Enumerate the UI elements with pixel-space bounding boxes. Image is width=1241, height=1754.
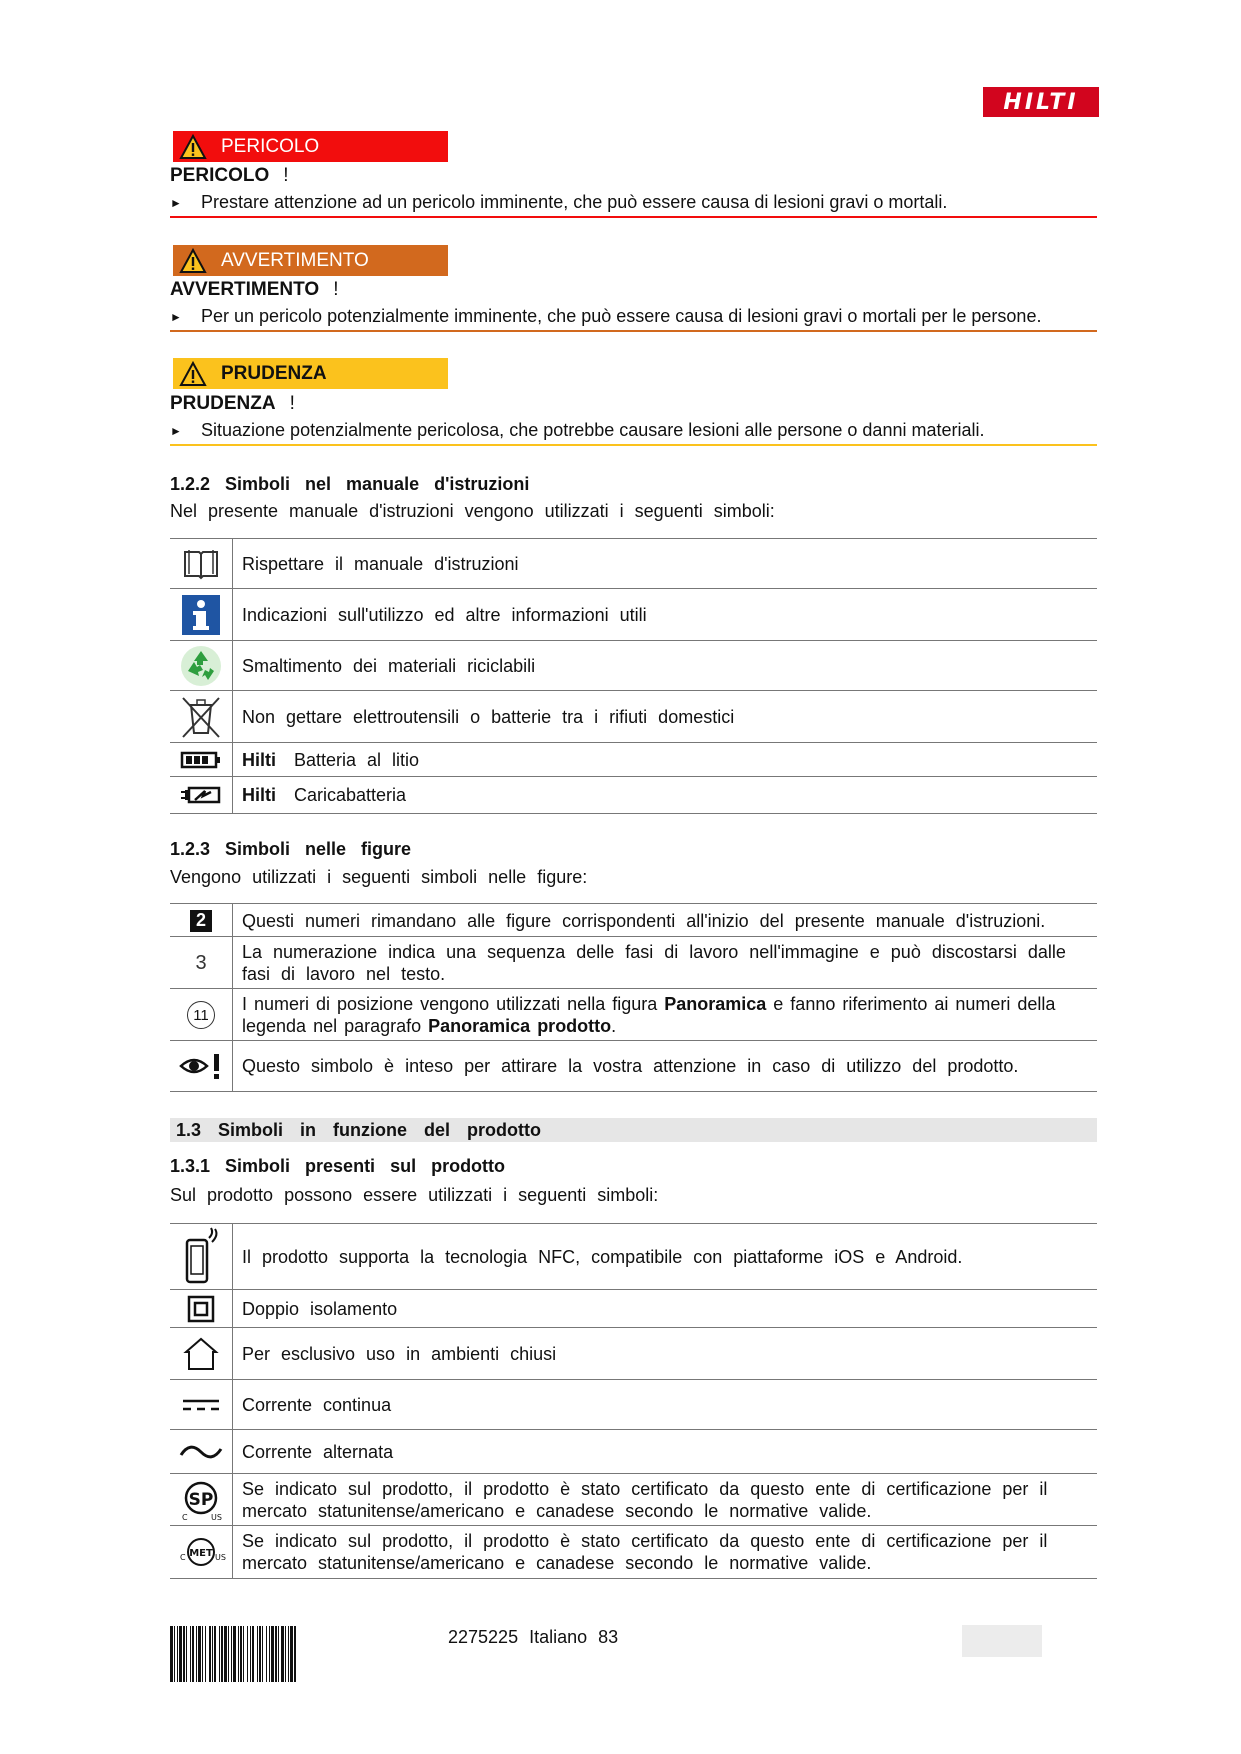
danger-banner	[173, 131, 448, 162]
direct-current-icon	[170, 1380, 233, 1430]
barcode-bar	[257, 1626, 258, 1682]
caution-banner-label: PRUDENZA	[221, 362, 327, 384]
barcode-bar	[196, 1626, 197, 1682]
barcode	[170, 1626, 424, 1682]
table-row: Indicazioni sull'utilizzo ed altre informazioni utili	[170, 588, 1097, 641]
section-122-title: 1.2.2 Simboli nel manuale d'istruzioni	[170, 474, 530, 494]
table-row: Il prodotto supporta la tecnologia NFC, compatibile con piattaforme iOS e Android.	[170, 1223, 1097, 1290]
caution-heading: PRUDENZA !	[170, 393, 295, 414]
barcode-bar	[209, 1626, 211, 1682]
table-row: Rispettare il manuale d'istruzioni	[170, 538, 1097, 589]
svg-text:SP: SP	[188, 1490, 214, 1510]
barcode-bar	[247, 1626, 248, 1682]
barcode-bar	[219, 1626, 220, 1682]
warning-heading: AVVERTIMENTO !	[170, 279, 339, 300]
table-row: Questo simbolo è inteso per attirare la vostra attenzione in caso di utilizzo del prodotto.	[170, 1040, 1097, 1092]
barcode-bar	[186, 1626, 187, 1682]
charger-icon	[170, 777, 233, 813]
barcode-bar	[177, 1626, 178, 1682]
battery-icon	[170, 743, 233, 777]
info-icon	[170, 589, 233, 641]
table-row: SP C US Se indicato sul prodotto, il prodotto è stato certificato da questo ente di certificazione per il mercato statunitense/americano e canadese secondo le normative valide.	[170, 1473, 1097, 1526]
svg-text:US: US	[215, 1553, 226, 1562]
step-number-icon: 3	[170, 937, 233, 989]
footer-doc-info: 2275225 Italiano 83	[448, 1627, 619, 1647]
barcode-bar	[269, 1626, 270, 1682]
table-row: Hilti Batteria al litio	[170, 742, 1097, 777]
logo-text: HILTI	[1003, 89, 1079, 115]
table-row: Per esclusivo uso in ambienti chiusi	[170, 1327, 1097, 1380]
warning-banner-label: AVVERTIMENTO	[221, 249, 369, 271]
barcode-bar	[231, 1626, 232, 1682]
met-mark-icon	[170, 1526, 233, 1578]
barcode-bar	[285, 1626, 286, 1682]
bullet-arrow-icon: ►	[170, 310, 182, 324]
section-123-intro: Vengono utilizzati i seguenti simboli nelle figure:	[170, 867, 588, 887]
barcode-bar	[262, 1626, 263, 1682]
barcode-bar	[259, 1626, 261, 1682]
caution-text: ► Situazione potenzialmente pericolosa, che potrebbe causare lesioni alle persone o danni materiali.	[170, 420, 985, 440]
svg-text:C: C	[182, 1513, 188, 1522]
barcode-bar	[170, 1626, 173, 1682]
barcode-bar	[202, 1626, 203, 1682]
barcode-bar	[212, 1626, 213, 1682]
barcode-bar	[179, 1626, 182, 1682]
barcode-bar	[192, 1626, 194, 1682]
barcode-bar	[198, 1626, 201, 1682]
barcode-bar	[221, 1626, 223, 1682]
table-row: Corrente continua	[170, 1379, 1097, 1430]
warning-triangle-icon	[179, 134, 207, 160]
barcode-bar	[205, 1626, 206, 1682]
section-13-title: 1.3 Simboli in funzione del prodotto	[170, 1118, 1097, 1142]
barcode-bar	[214, 1626, 216, 1682]
section-122-intro: Nel presente manuale d'istruzioni vengono utilizzati i seguenti simboli:	[170, 501, 775, 521]
table-row: 3 La numerazione indica una sequenza delle fasi di lavoro nell'immagine e può discostarsi dalle fasi di lavoro nel testo.	[170, 936, 1097, 989]
barcode-bar	[174, 1626, 175, 1682]
barcode-bar	[290, 1626, 293, 1682]
warning-banner	[173, 245, 448, 276]
barcode-bar	[250, 1626, 251, 1682]
table-row: 2 Questi numeri rimandano alle figure corrispondenti all'inizio del presente manuale d'istruzioni.	[170, 903, 1097, 937]
table-row: Hilti Caricabatteria	[170, 776, 1097, 814]
alternating-current-icon	[170, 1430, 233, 1474]
svg-text:US: US	[211, 1513, 222, 1522]
double-insulation-icon	[170, 1290, 233, 1328]
svg-text:MET: MET	[189, 1548, 213, 1559]
warning-text: ► Per un pericolo potenzialmente imminente, che può essere causa di lesioni gravi o mortali per le persone.	[170, 306, 1042, 326]
barcode-bar	[252, 1626, 254, 1682]
barcode-bar	[275, 1626, 277, 1682]
nfc-phone-icon	[170, 1224, 233, 1290]
indoor-house-icon	[170, 1328, 233, 1380]
warning-triangle-icon	[179, 248, 207, 274]
bullet-arrow-icon: ►	[170, 196, 182, 210]
table-row: 11 I numeri di posizione vengono utilizzati nella figura Panoramica e fanno riferimento ai numeri della legenda nel paragrafo Panoramica prodotto.	[170, 988, 1097, 1041]
danger-heading: PERICOLO !	[170, 165, 289, 186]
table-row: Corrente alternata	[170, 1429, 1097, 1474]
danger-text: ► Prestare attenzione ad un pericolo imminente, che può essere causa di lesioni gravi o mortali.	[170, 192, 948, 212]
attention-eye-icon	[170, 1041, 233, 1091]
caution-rule	[170, 444, 1097, 446]
barcode-bar	[294, 1626, 296, 1682]
danger-banner-label: PERICOLO	[221, 135, 320, 157]
barcode-bar	[281, 1626, 284, 1682]
barcode-bar	[271, 1626, 274, 1682]
figure-number-icon: 2	[170, 904, 233, 937]
barcode-bar	[233, 1626, 236, 1682]
table-row: Doppio isolamento	[170, 1289, 1097, 1328]
table-row: Non gettare elettroutensili o batterie tra i rifiuti domestici	[170, 690, 1097, 743]
table-row: MET C US Se indicato sul prodotto, il prodotto è stato certificato da questo ente di certificazione per il mercato statunitense/americano e canadese secondo le normative valide.	[170, 1525, 1097, 1579]
barcode-bar	[224, 1626, 227, 1682]
hilti-logo	[983, 87, 1099, 117]
recycle-icon	[170, 641, 233, 691]
svg-text:C: C	[180, 1553, 186, 1562]
csa-mark-icon	[170, 1474, 233, 1526]
barcode-bar	[278, 1626, 279, 1682]
section-131-title: 1.3.1 Simboli presenti sul prodotto	[170, 1156, 506, 1176]
barcode-bar	[183, 1626, 185, 1682]
section-123-title: 1.2.3 Simboli nelle figure	[170, 839, 412, 859]
caution-banner	[173, 358, 448, 389]
barcode-bar	[243, 1626, 244, 1682]
danger-rule	[170, 216, 1097, 218]
warning-triangle-icon	[179, 361, 207, 387]
table-row: Smaltimento dei materiali riciclabili	[170, 640, 1097, 691]
barcode-bar	[228, 1626, 229, 1682]
crossed-bin-icon	[170, 691, 233, 743]
barcode-bar	[190, 1626, 191, 1682]
barcode-bar	[238, 1626, 239, 1682]
bullet-arrow-icon: ►	[170, 424, 182, 438]
position-number-icon: 11	[170, 989, 233, 1041]
manual-book-icon	[170, 539, 233, 589]
footer-page-box	[962, 1625, 1042, 1657]
section-131-intro: Sul prodotto possono essere utilizzati i seguenti simboli:	[170, 1185, 659, 1205]
barcode-bar	[266, 1626, 267, 1682]
barcode-bar	[288, 1626, 289, 1682]
warning-rule	[170, 330, 1097, 332]
barcode-bar	[240, 1626, 242, 1682]
